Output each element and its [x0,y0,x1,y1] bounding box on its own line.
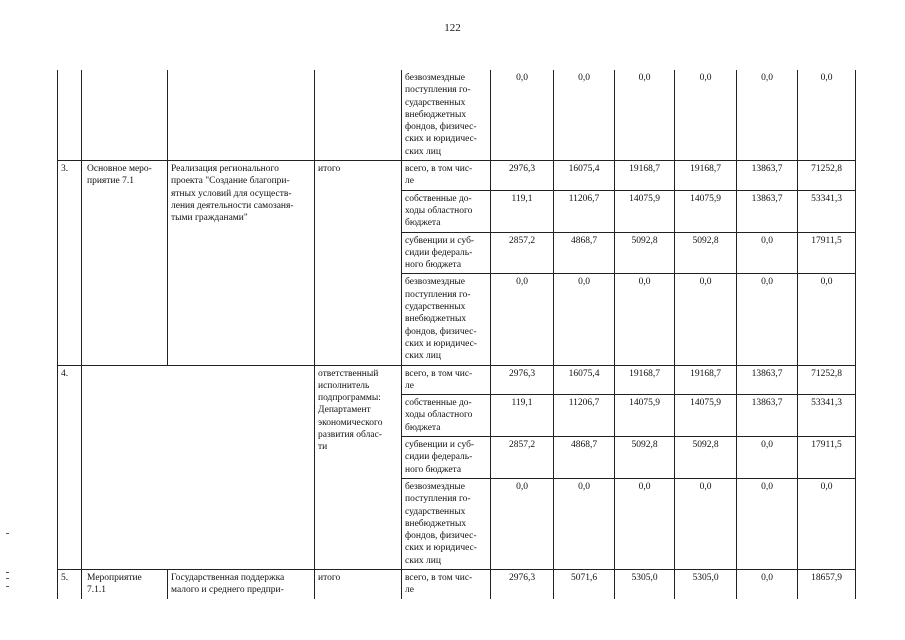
value-cell: 0,0 [615,478,675,569]
value-cell: 11206,7 [554,395,615,437]
value-cell: 71252,8 [798,365,856,395]
page-number: 122 [444,22,461,34]
finance-source-label: субвенции и суб- сидии федераль- ного бюджета [402,437,491,479]
value-cell: 0,0 [737,70,798,161]
value-cell: 0,0 [554,274,615,365]
table-row [58,70,856,161]
value-cell: 0,0 [615,70,675,161]
value-cell: 18657,9 [798,569,856,598]
status-cell: Мероприятие 7.1.1 [82,569,168,598]
table-row [58,161,856,191]
measure-name-cell: Реализация регионального проекта "Создание благопри- ятных условий для осуществ- ления деятельности самозаня- тыми гражданами" [168,161,315,365]
value-cell: 19168,7 [675,161,737,191]
cell-empty [82,70,168,161]
value-cell: 0,0 [491,274,554,365]
value-cell: 119,1 [491,190,554,232]
value-cell: 5092,8 [615,232,675,274]
value-cell: 2976,3 [491,569,554,598]
value-cell: 0,0 [675,70,737,161]
row-number: 3. [58,161,82,365]
value-cell: 14075,9 [675,395,737,437]
value-cell: 2976,3 [491,161,554,191]
executor-cell: итого [315,569,402,598]
value-cell: 0,0 [491,478,554,569]
finance-source-label: собственные до- ходы областного бюджета [402,395,491,437]
value-cell: 0,0 [615,274,675,365]
value-cell: 16075,4 [554,161,615,191]
finance-source-label: всего, в том чис- ле [402,569,491,598]
value-cell: 0,0 [737,437,798,479]
finance-source-label: безвозмездные поступления го- сударственных внебюджетных фондов, физичес- ских и юридичес- ских лиц [402,70,491,161]
executor-cell: ответственный исполнитель подпрограммы: Департамент экономического развития облас- ти [315,365,402,569]
value-cell: 14075,9 [675,190,737,232]
value-cell: 4868,7 [554,437,615,479]
scan-mark [6,586,9,587]
value-cell: 5071,6 [554,569,615,598]
value-cell: 0,0 [737,274,798,365]
value-cell: 5092,8 [615,437,675,479]
value-cell: 0,0 [737,478,798,569]
executor-cell: итого [315,161,402,365]
value-cell: 0,0 [737,232,798,274]
value-cell: 0,0 [798,478,856,569]
table-row [58,365,856,395]
value-cell: 0,0 [491,70,554,161]
value-cell: 53341,3 [798,395,856,437]
finance-source-label: субвенции и суб- сидии федераль- ного бюджета [402,232,491,274]
value-cell: 0,0 [798,274,856,365]
value-cell: 119,1 [491,395,554,437]
cell-empty [82,365,315,569]
value-cell: 16075,4 [554,365,615,395]
value-cell: 0,0 [675,478,737,569]
value-cell: 14075,9 [615,190,675,232]
table-row [58,569,856,598]
scan-mark [6,578,9,579]
value-cell: 11206,7 [554,190,615,232]
value-cell: 19168,7 [615,161,675,191]
value-cell: 0,0 [554,478,615,569]
value-cell: 71252,8 [798,161,856,191]
value-cell: 17911,5 [798,437,856,479]
value-cell: 2976,3 [491,365,554,395]
value-cell: 19168,7 [615,365,675,395]
measure-name-cell: Государственная поддержка малого и среднего предпри- [168,569,315,598]
value-cell: 13863,7 [737,161,798,191]
value-cell: 13863,7 [737,190,798,232]
value-cell: 4868,7 [554,232,615,274]
value-cell: 5305,0 [615,569,675,598]
finance-source-label: безвозмездные поступления го- сударственных внебюджетных фондов, физичес- ских и юридичес- ских лиц [402,274,491,365]
row-number: 5. [58,569,82,598]
value-cell: 5092,8 [675,232,737,274]
value-cell: 17911,5 [798,232,856,274]
finance-source-label: всего, в том чис- ле [402,161,491,191]
finance-source-label: безвозмездные поступления го- сударственных внебюджетных фондов, физичес- ских и юридичес- ских лиц [402,478,491,569]
value-cell: 5305,0 [675,569,737,598]
value-cell: 2857,2 [491,437,554,479]
row-number: 4. [58,365,82,569]
value-cell: 13863,7 [737,395,798,437]
budget-table [57,70,856,599]
cell-empty [58,70,82,161]
value-cell: 53341,3 [798,190,856,232]
value-cell: 19168,7 [675,365,737,395]
value-cell: 2857,2 [491,232,554,274]
value-cell: 13863,7 [737,365,798,395]
cell-empty [168,70,315,161]
cell-empty [315,70,402,161]
status-cell: Основное меро- приятие 7.1 [82,161,168,365]
value-cell: 0,0 [675,274,737,365]
scan-mark [6,533,9,534]
scan-mark [6,572,9,573]
value-cell: 14075,9 [615,395,675,437]
value-cell: 0,0 [737,569,798,598]
finance-source-label: всего, в том чис- ле [402,365,491,395]
value-cell: 0,0 [798,70,856,161]
value-cell: 0,0 [554,70,615,161]
finance-source-label: собственные до- ходы областного бюджета [402,190,491,232]
value-cell: 5092,8 [675,437,737,479]
